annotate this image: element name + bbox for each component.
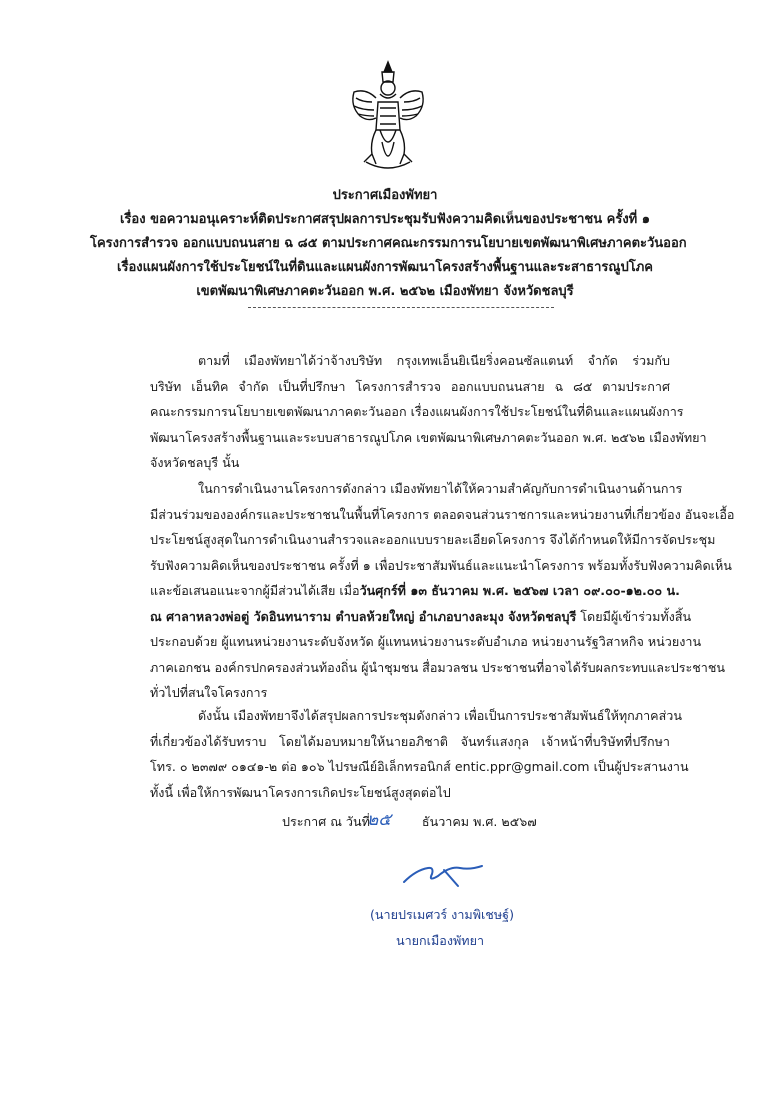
paragraph-line: ทั่วไปที่สนใจโครงการ [150,685,268,700]
paragraph-line: ที่เกี่ยวข้องได้รับทราบ โดยได้มอบหมายให้นายอภิชาติ จันทร์แสงกุล เจ้าหน้าที่บริษัทที่ปรึกษา [150,733,670,749]
subject-line: เรื่อง ขอความอนุเคราะห์ติดประกาศสรุปผลการประชุมรับฟังความคิดเห็นของประชาชน ครั้งที่ ๑ [119,212,651,227]
meeting-datetime: วันศุกร์ที่ ๑๓ ธันวาคม พ.ศ. ๒๕๖๗ เวลา ๐๙.๐๐-๑๒.๐๐ น. [359,583,680,598]
garuda-emblem-icon [346,58,430,176]
paragraph-line: มีส่วนร่วมขององค์กรและประชาชนในพื้นที่โครงการ ตลอดจนส่วนราชการและหน่วยงานที่เกี่ยวข้อง อันจะเอื้อ [150,506,735,522]
paragraph-line: พัฒนาโครงสร้างพื้นฐานและระบบสาธารณูปโภค เขตพัฒนาพิเศษภาคตะวันออก พ.ศ. ๒๕๖๒ เมืองพัทยา [150,429,707,445]
paragraph-line [150,578,680,604]
subject-line-4: เขตพัฒนาพิเศษภาคตะวันออก พ.ศ. ๒๕๖๒ เมืองพัทยา จังหวัดชลบุรี [196,284,574,299]
meeting-venue: ณ ศาลาหลวงพ่อตู่ วัดอินทนาราม ตำบลห้วยใหญ่ อำเภอบางละมุง จังหวัดชลบุรี [150,608,577,624]
paragraph-line: ดังนั้น เมืองพัทยาจึงได้สรุปผลการประชุมดังกล่าว เพื่อเป็นการประชาสัมพันธ์ให้ทุกภาคส่วน [198,708,682,723]
paragraph-line: ตามที่ เมืองพัทยาได้ว่าจ้างบริษัท กรุงเทพเอ็นยิเนียริ่งคอนซัลแตนท์ จำกัด ร่วมกับ [198,353,670,368]
subject-line-2: โครงการสำรวจ ออกแบบถนนสาย ฉ ๘๕ ตามประกาศคณะกรรมการนโยบายเขตพัฒนาพิเศษภาคตะวันออก [90,236,687,251]
signature [398,856,490,890]
signer-title: นายกเมืองพัทยา [395,933,485,948]
paragraph-line [150,604,692,630]
announcement-date [282,812,537,832]
paragraph-background [150,348,707,476]
paragraph-conclusion [150,703,689,805]
announcement-prefix: ประกาศ ณ วันที่ [282,814,370,829]
paragraph-meeting [150,476,735,706]
paragraph-line: คณะกรรมการนโยบายเขตพัฒนาภาคตะวันออก เรื่องแผนผังการใช้ประโยชน์ในที่ดินและแผนผังการ [150,404,684,419]
document-title: ประกาศเมืองพัทยา [332,188,438,203]
paragraph-line: ในการดำเนินงานโครงการดังกล่าว เมืองพัทยาได้ให้ความสำคัญกับการดำเนินงานด้านการ [198,481,683,496]
paragraph-line: บริษัท เอ็นทิค จำกัด เป็นที่ปรึกษา โครงการสำรวจ ออกแบบถนนสาย ฉ ๘๕ ตามประกาศ [150,378,670,394]
paragraph-line: ประกอบด้วย ผู้แทนหน่วยงานระดับจังหวัด ผู้แทนหน่วยงานระดับอำเภอ หน่วยงานรัฐวิสาหกิจ หน่วยงาน [150,634,702,649]
subject-line-3: เรื่องแผนผังการใช้ประโยชน์ในที่ดินและแผนผังการพัฒนาโครงสร้างพื้นฐานและระสาธารณูปโภค [117,260,653,275]
paragraph-line: ประโยชน์สูงสุดในการดำเนินงานสำรวจและออกแบบรายละเอียดโครงการ จึงได้กำหนดให้มีการจัดประชุม [150,532,716,547]
paragraph-line: โทร. ๐ ๒๓๗๙ ๐๑๔๑-๒ ต่อ ๑๐๖ ไปรษณีย์อิเล็กทรอนิกส์ entic.ppr@gmail.com เป็นผู้ประสานงาน [150,759,689,774]
paragraph-line: รับฟังความคิดเห็นของประชาชน ครั้งที่ ๑ เพื่อประชาสัมพันธ์และแนะนำโครงการ พร้อมทั้งรับฟังความคิดเห็น [150,557,732,573]
dashed-divider [248,307,554,308]
signer-name: (นายปรเมศวร์ งามพิเชษฐ์) [370,907,515,922]
announcement-suffix: ธันวาคม พ.ศ. ๒๕๖๗ [421,814,537,829]
paragraph-line: ภาคเอกชน องค์กรปกครองส่วนท้องถิ่น ผู้นำชุมชน สื่อมวลชน ประชาชนที่อาจได้รับผลกระทบและประชาชน [150,659,726,675]
paragraph-text: โดยมีผู้เข้าร่วมทั้งสิ้น [576,608,692,624]
handwritten-day: ๒๕ [367,810,392,830]
paragraph-text: และข้อเสนอแนะจากผู้มีส่วนได้เสีย เมื่อ [150,583,360,598]
paragraph-line: จังหวัดชลบุรี นั้น [150,455,240,470]
document-header [90,184,687,304]
paragraph-line: ทั้งนี้ เพื่อให้การพัฒนาโครงการเกิดประโยชน์สูงสุดต่อไป [150,784,451,800]
